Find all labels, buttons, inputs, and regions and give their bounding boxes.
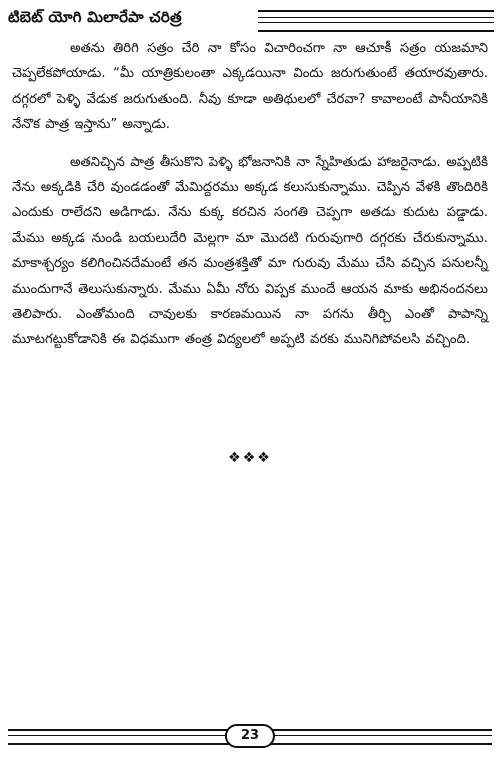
paragraph-1: అతను తిరిగి సత్రం చేరి నా కోసం విచారించగా నా ఆచూకీ సత్రం యజమాని చెప్పలేకపోయాడు. “మీ యాత్రికులంతా ఎక్కడయినా విందు జరుగుతుంటే తయారవుతారు. దగ్గరలో పెళ్ళి వేడుక జరుగుతుంది. నీవు కూడా అతిథులలో చేరవా? కావాలంటే పానీయానికి నేనొక పాత్ర ఇస్తాను” అన్నాడు. (12, 41, 488, 133)
paragraph-2: అతనిచ్చిన పాత్ర తీసుకొని పెళ్ళి భోజనానికి నా స్నేహితుడు హాజరైనాడు. అప్పటికి నేను అక్కడికి చేరి వుండడంతో మేమిద్దరము అక్కడ కలుసుకున్నాము. చెప్పిన వేళకి తొందిరికి ఎందుకు రాలేదని అడిగాడు. నేను కుక్క కరచిన సంగతి చెప్పగా అతడు కుదుట పడ్డాడు. మేము అక్కడ నుండి బయలుదేరి మెల్లగా మా మొదటి గురువుగారి దగ్గరకు చేరుకున్నాము. మాకాశ్చర్యం కలిగించినదేమంటే తన మంత్రశక్తితో మా గురువు మేము చేసి వచ్చిన పనులన్నీ ముందుగానే తెలుసుకున్నారు. మేము ఏమీ నోరు విప్పక ముందే ఆయన మాకు అభినందనలు తెలిపారు. ఎంతోమంది చావులకు కారణమయిన నా పగను తీర్చి ఎంతో పాపాన్ని మూటగట్టుకోడానికి ఈ విధముగా తంత్ర విద్యలలో అప్పటి వరకు మునిగిపోవలసి వచ్చింది. (12, 154, 488, 348)
page-body (12, 36, 488, 365)
page-number: 23 (225, 724, 275, 748)
running-header (8, 6, 494, 32)
page-footer (8, 724, 492, 748)
header-rule (258, 10, 494, 32)
running-header-title: టిబెట్ యోగి మిలారేపా చరిత్ర (8, 8, 182, 26)
section-ornament: ❖❖❖ (228, 450, 272, 466)
